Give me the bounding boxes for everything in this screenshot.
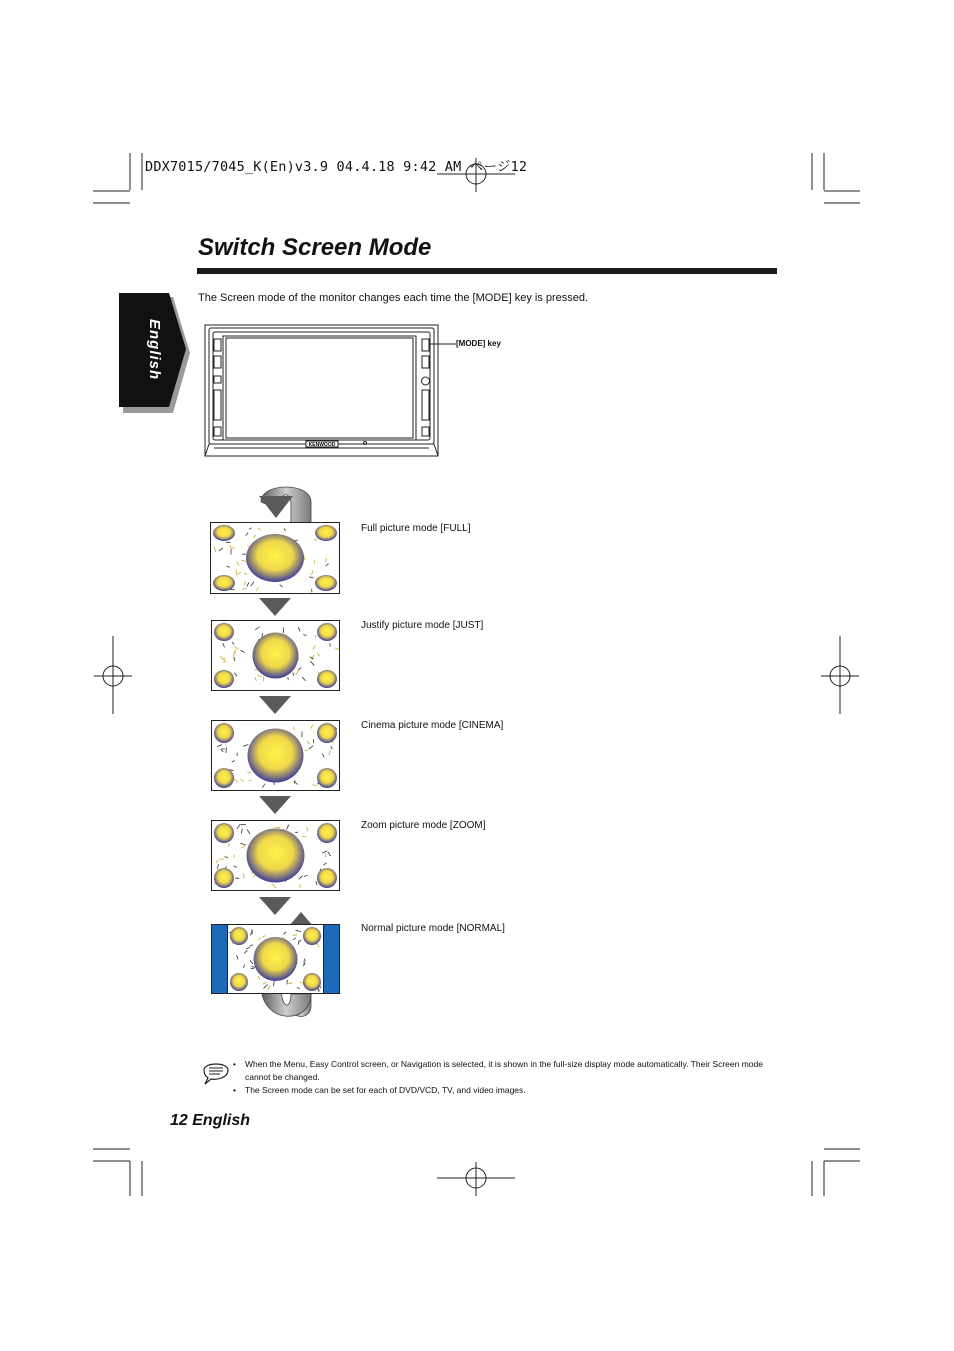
mode-label-just: Justify picture mode [JUST] (361, 620, 484, 631)
language-tab-label: English (146, 319, 163, 381)
note-item: • When the Menu, Easy Control screen, or Navigation is selected, it is shown in the full-size display mode automatically. Their Screen mode cannot be changed. (233, 1058, 773, 1083)
crosshair-registration-icon (821, 636, 861, 716)
screen-cinema (211, 720, 340, 791)
title-rule (197, 268, 777, 274)
crosshair-registration-icon (437, 1154, 517, 1204)
mode-label-cinema: Cinema picture mode [CINEMA] (361, 720, 504, 731)
down-arrow-icon (259, 796, 291, 814)
down-arrow-icon (259, 696, 291, 714)
screen-normal (211, 924, 340, 994)
notes-list (233, 1058, 773, 1098)
intro-text: The Screen mode of the monitor changes each time the [MODE] key is pressed. (198, 292, 589, 304)
down-arrow-icon (259, 598, 291, 616)
screen-just (211, 620, 340, 691)
page-title: Switch Screen Mode (198, 234, 432, 261)
down-arrow-icon (259, 897, 291, 915)
mode-label-full: Full picture mode [FULL] (361, 523, 471, 534)
mode-key-callout: [MODE] key (456, 339, 501, 348)
mode-label-zoom: Zoom picture mode [ZOOM] (361, 820, 486, 831)
device-brand: KENWOOD (308, 442, 336, 448)
mode-label-normal: Normal picture mode [NORMAL] (361, 923, 505, 934)
page-number: 12 English (170, 1112, 251, 1129)
crosshair-registration-icon (94, 636, 134, 716)
speech-bubble-note-icon (201, 1058, 231, 1086)
screen-full (210, 522, 340, 594)
language-tab (119, 293, 189, 411)
monitor-unit-illustration (204, 324, 440, 458)
note-item: • The Screen mode can be set for each of DVD/VCD, TV, and video images. (233, 1084, 773, 1097)
print-slug: DDX7015/7045_K(En)v3.9 04.4.18 9:42 AM ページ12 (145, 159, 528, 175)
screen-zoom (211, 820, 340, 891)
